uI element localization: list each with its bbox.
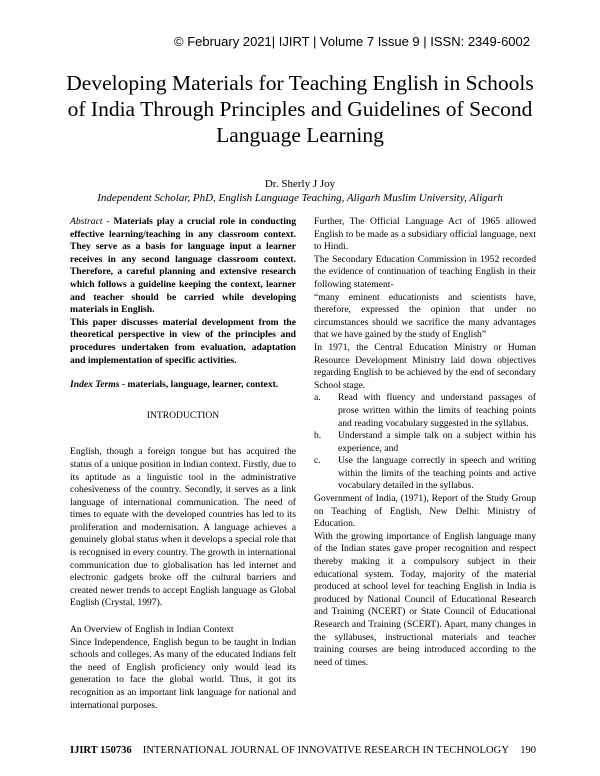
author-name: Dr. Sherly J Joy — [264, 178, 336, 190]
footer-page-number: 190 — [520, 745, 536, 756]
objective-marker: c. — [314, 455, 321, 467]
objective-marker: a. — [314, 392, 321, 404]
abstract — [70, 216, 296, 317]
left-column — [70, 216, 296, 712]
journal-header: © February 2021| IJIRT | Volume 7 Issue 9 | ISSN: 2349-6002 — [174, 34, 530, 49]
author-affiliation: Independent Scholar, PhD, English Language Teaching, Aligarh Muslim University, Aligarh — [97, 192, 503, 204]
objective-text: Understand a simple talk on a subject within his experience, and — [338, 430, 536, 454]
index-terms — [70, 379, 296, 392]
objectives-list — [314, 392, 536, 493]
index-terms-label: Index Terms - — [70, 379, 126, 391]
commission-paragraph: The Secondary Education Commission in 1952 recorded the evidence of continuation of teaching English in their following statement- — [314, 253, 536, 290]
footer-paper-id: IJIRT 150736 — [70, 745, 132, 756]
overview-paragraph: Since Independence, English begun to be taught in Indian schools and colleges. As many of the educated Indians felt the need of English proficiency only would lead its generation to face the global world. Thus, it got its recognition as an important link language for national and international purposes. — [70, 636, 296, 711]
footer-journal-name: INTERNATIONAL JOURNAL OF INNOVATIVE RESEARCH IN TECHNOLOGY — [142, 745, 510, 756]
objective-item — [314, 392, 536, 430]
objective-item — [314, 455, 536, 493]
index-terms-text: materials, language, learner, context. — [125, 379, 279, 391]
objective-text: Use the language correctly in speech and writing within the limits of the teaching points and active vocabulary detailed in the syllabus. — [338, 455, 536, 492]
page-footer — [70, 745, 536, 756]
abstract-label: Abstract - — [70, 216, 110, 227]
objective-item — [314, 430, 536, 455]
commission-quote: “many eminent educationists and scientists have, therefore, expressed the opinion that under no circumstances should we sacrifice the many advantages that we have gained by the study of English” — [314, 291, 536, 341]
abstract-text: Materials play a crucial role in conducting effective learning/teaching in any classroom context. They serve as a basis for language input a learner receives in any second language classroom context. Therefore, a careful planning and extensive research which follows a guideline keeping the context, learner and teacher should be carried while developing materials in English. — [70, 216, 296, 316]
paper-title: Developing Materials for Teaching English in Schools of India Through Principles and Guidelines of Second Language Learning — [66, 71, 534, 147]
reference-paragraph: Government of India, (1971), Report of the Study Group on Teaching of English, New Delhi: Ministry of Education. — [314, 493, 536, 530]
abstract-text-2: This paper discusses material development from the theoretical perspective in view of the principles and procedures undertaken from evaluation, adaptation and implementation of specific activities. — [70, 316, 296, 366]
importance-paragraph: With the growing importance of English language many of the Indian states gave proper recognition and respect thereby making it a compulsory subject in their educational system. Today, majority of the material produced at school level for teaching English in India is produced by National Council of Educational Research and Training (NCERT) or State Council of Educational Research and Training (SCERT). Apart, many changes in the syllabuses, instructional materials and teacher training courses are being introduced according to the need of times. — [314, 530, 536, 668]
objectives-intro-paragraph: In 1971, the Central Education Ministry or Human Resource Development Ministry laid down objectives regarding English to be achieved by the end of secondary School stage. — [314, 341, 536, 391]
objective-marker: b. — [314, 430, 322, 442]
right-column — [314, 216, 536, 669]
introduction-paragraph: English, though a foreign tongue but has acquired the status of a unique position in Indian context. Firstly, due to its aptitude as a linguistic tool in the administrative cohesiveness of the country. Secondly, it serves as a link language of international communication. The need of times to equate with the developed countries has led to its proliferation and modernisation. A language achieves a genuinely global status when it develops a special role that is recognised in every country. The growth in international communication due to globalisation has led internet and electronic gadgets broke off the cultural barriers and created newer trends to accept English language as Global English (Crystal, 1997). — [70, 446, 296, 609]
official-language-paragraph: Further, The Official Language Act of 1965 allowed English to be made as a subsidiary official language, next to Hindi. — [314, 216, 536, 253]
overview-heading: An Overview of English in Indian Context — [70, 624, 234, 636]
objective-text: Read with fluency and understand passages of prose written within the limits of teaching points and reading vocabulary suggested in the syllabus. — [338, 392, 536, 429]
introduction-heading: INTRODUCTION — [146, 409, 220, 421]
